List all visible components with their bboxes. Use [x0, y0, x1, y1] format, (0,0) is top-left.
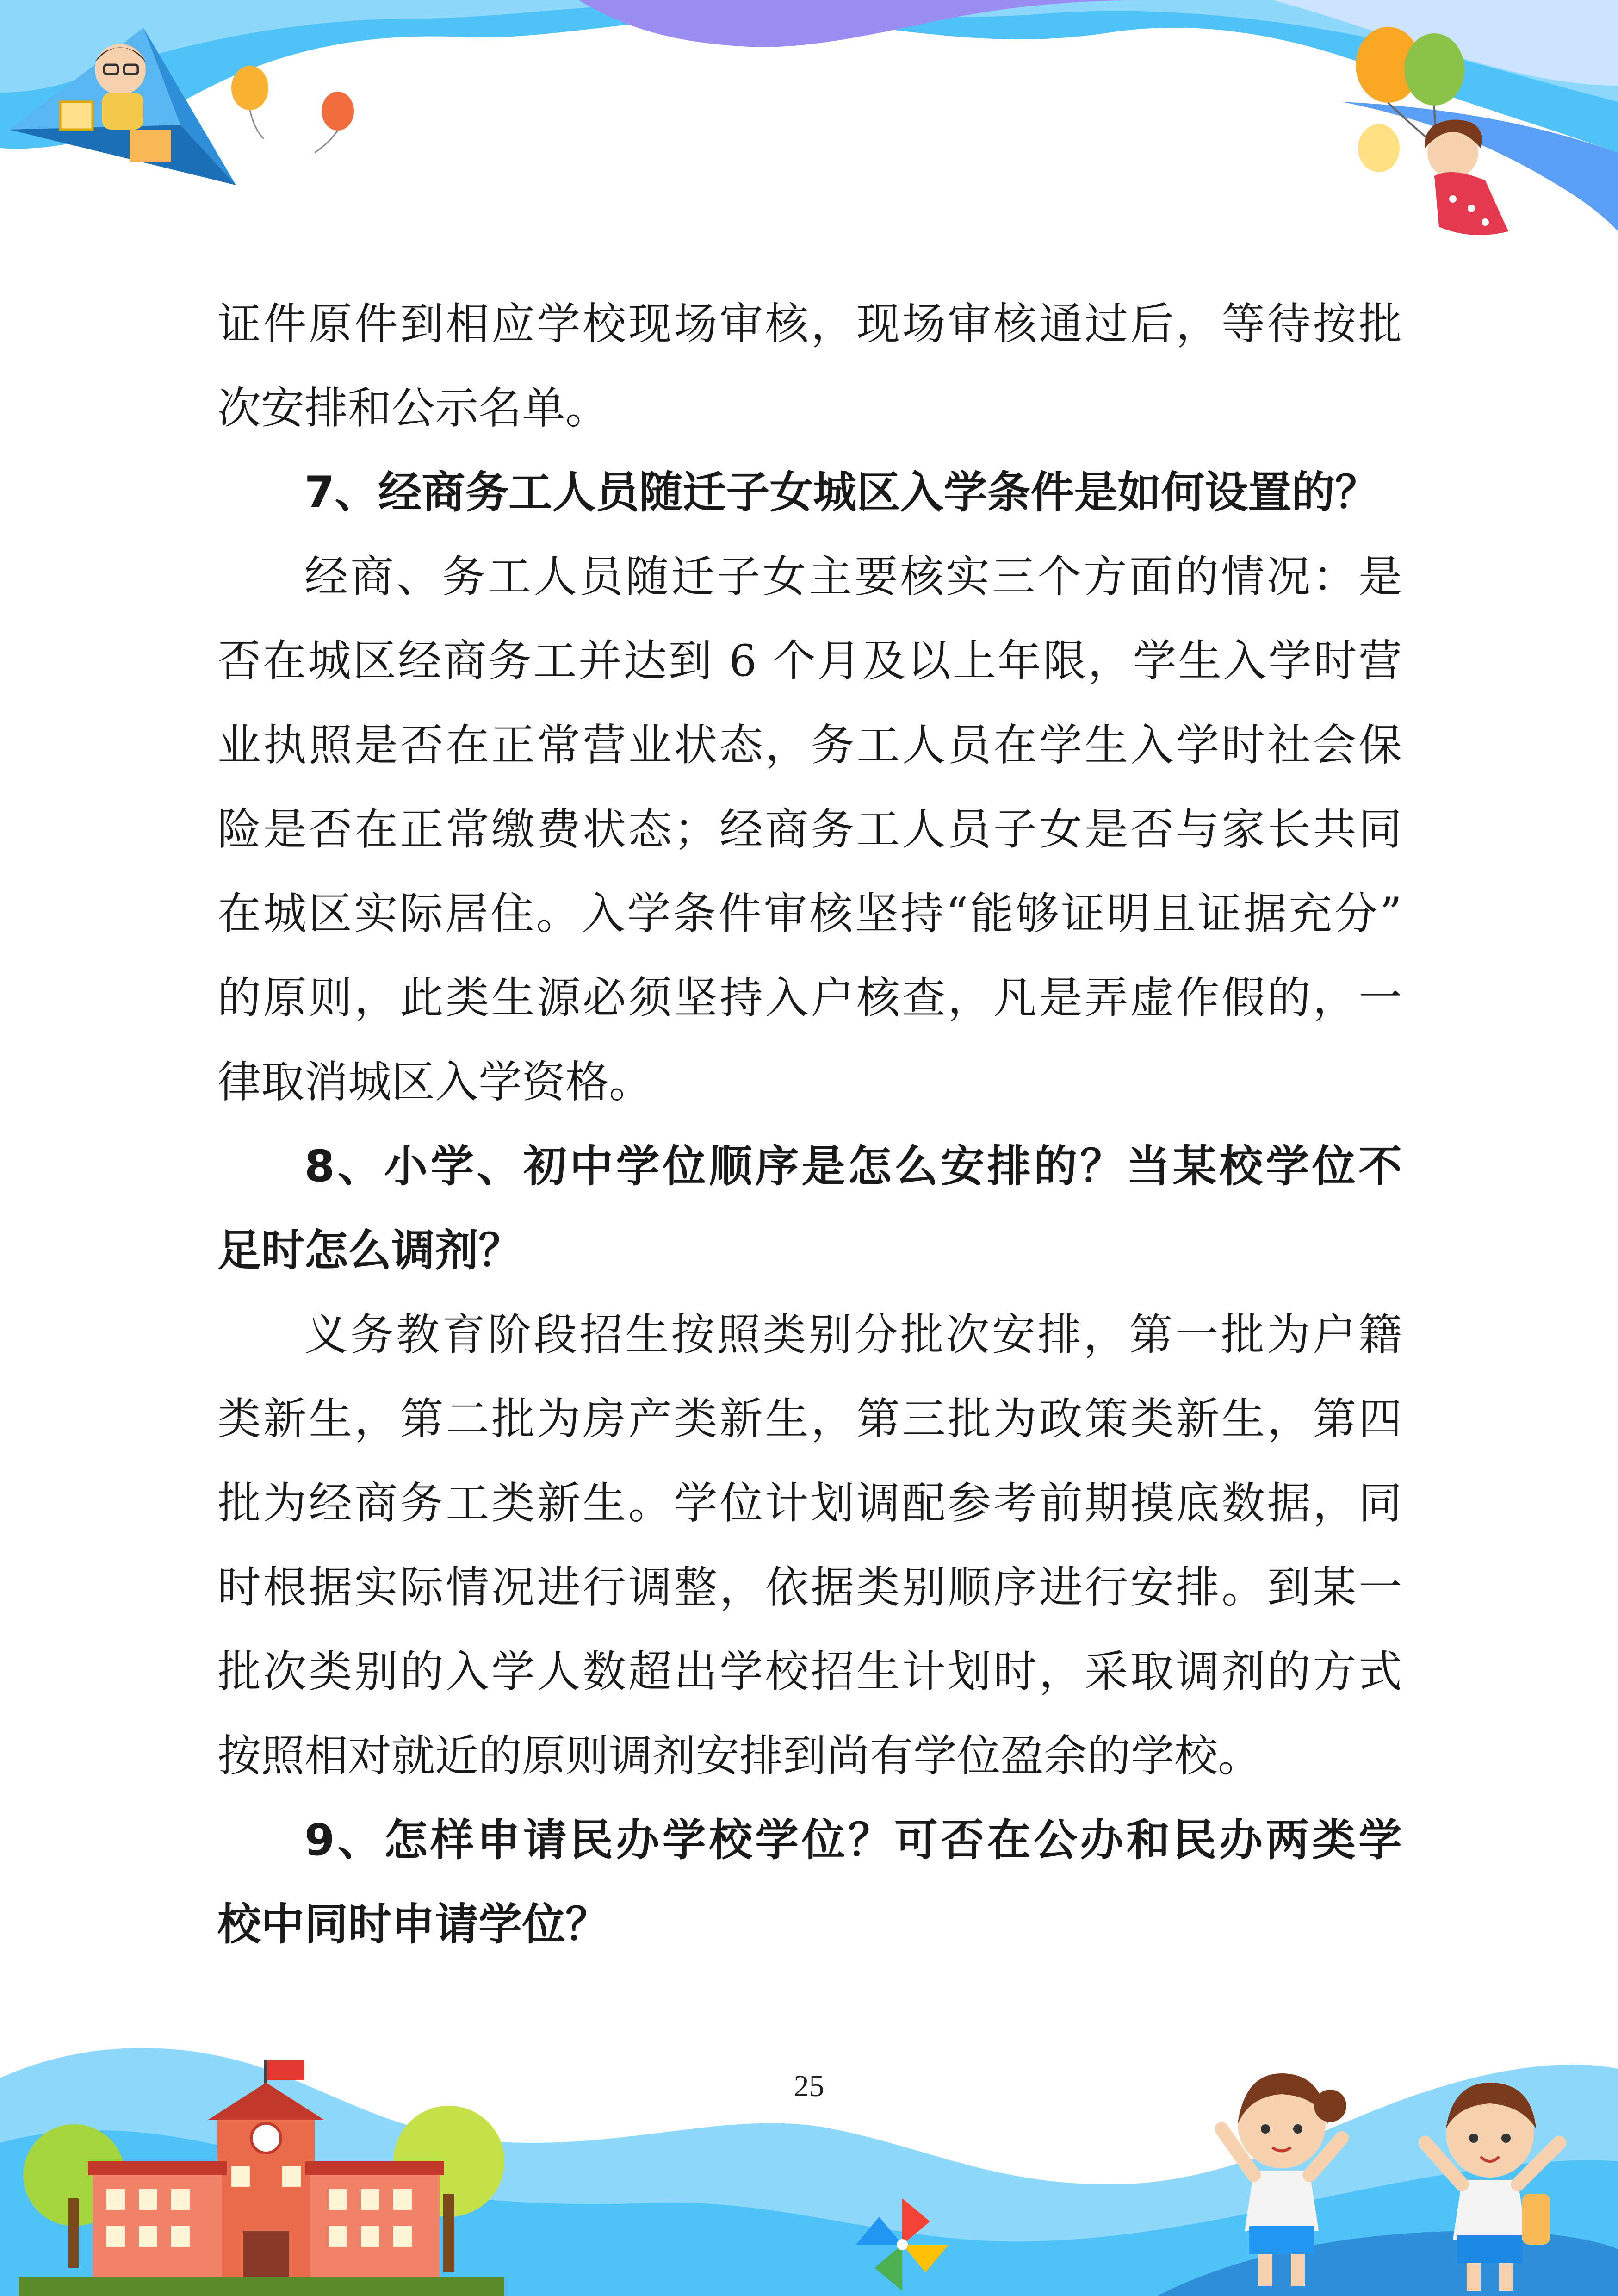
question-heading-line: 7、经商务工人员随迁子女城区入学条件是如何设置的？: [304, 467, 1379, 518]
paragraph-line: 经商、务工人员随迁子女主要核实三个方面的情况：是: [304, 552, 1402, 602]
paragraph-line: 的原则，此类生源必须坚持入户核查，凡是弄虚作假的，一: [217, 973, 1402, 1023]
pinwheel-icon: [851, 2194, 953, 2296]
paragraph-line: 按照相对就近的原则调剂安排到尚有学位盈余的学校。: [217, 1731, 1262, 1781]
question-heading-line: 8、小学、初中学位顺序是怎么安排的？当某校学位不: [304, 1141, 1402, 1192]
paragraph-line: 在城区实际居住。入学条件审核坚持“能够证明且证据充分”: [217, 889, 1402, 939]
paragraph-line: 次安排和公示名单。: [217, 383, 609, 434]
paragraph-line: 批为经商务工类新生。学位计划调配参考前期摸底数据，同: [217, 1478, 1402, 1529]
girl-with-balloons-icon: [1333, 14, 1573, 245]
children-cheering-icon: [1203, 2055, 1601, 2296]
paragraph-line: 律取消城区入学资格。: [217, 1057, 653, 1108]
balloons-small-icon: [222, 60, 361, 162]
paragraph-line: 否在城区经商务工并达到 6 个月及以上年限，学生入学时营: [217, 636, 1402, 686]
question-heading-line: 9、怎样申请民办学校学位？可否在公办和民办两类学: [304, 1815, 1402, 1866]
question-heading-line: 校中同时申请学位？: [217, 1899, 609, 1950]
page-number: 25: [794, 2069, 824, 2103]
paragraph-line: 批次类别的入学人数超出学校招生计划时，采取调剂的方式: [217, 1647, 1402, 1697]
question-heading-line: 足时怎么调剂？: [217, 1226, 522, 1276]
document-body: [217, 282, 1402, 1967]
boy-on-paper-plane-icon: [5, 9, 245, 204]
paragraph-line: 业执照是否在正常营业状态，务工人员在学生入学时社会保: [217, 720, 1402, 771]
paragraph-line: 义务教育阶段招生按照类别分批次安排，第一批为户籍: [304, 1310, 1402, 1360]
paragraph-line: 证件原件到相应学校现场审核，现场审核通过后，等待按批: [217, 299, 1402, 349]
paragraph-line: 类新生，第二批为房产类新生，第三批为政策类新生，第四: [217, 1394, 1402, 1444]
paragraph-line: 险是否在正常缴费状态；经商务工人员子女是否与家长共同: [217, 804, 1402, 855]
school-building-icon: [19, 2055, 504, 2296]
paragraph-line: 时根据实际情况进行调整，依据类别顺序进行安排。到某一: [217, 1562, 1402, 1613]
